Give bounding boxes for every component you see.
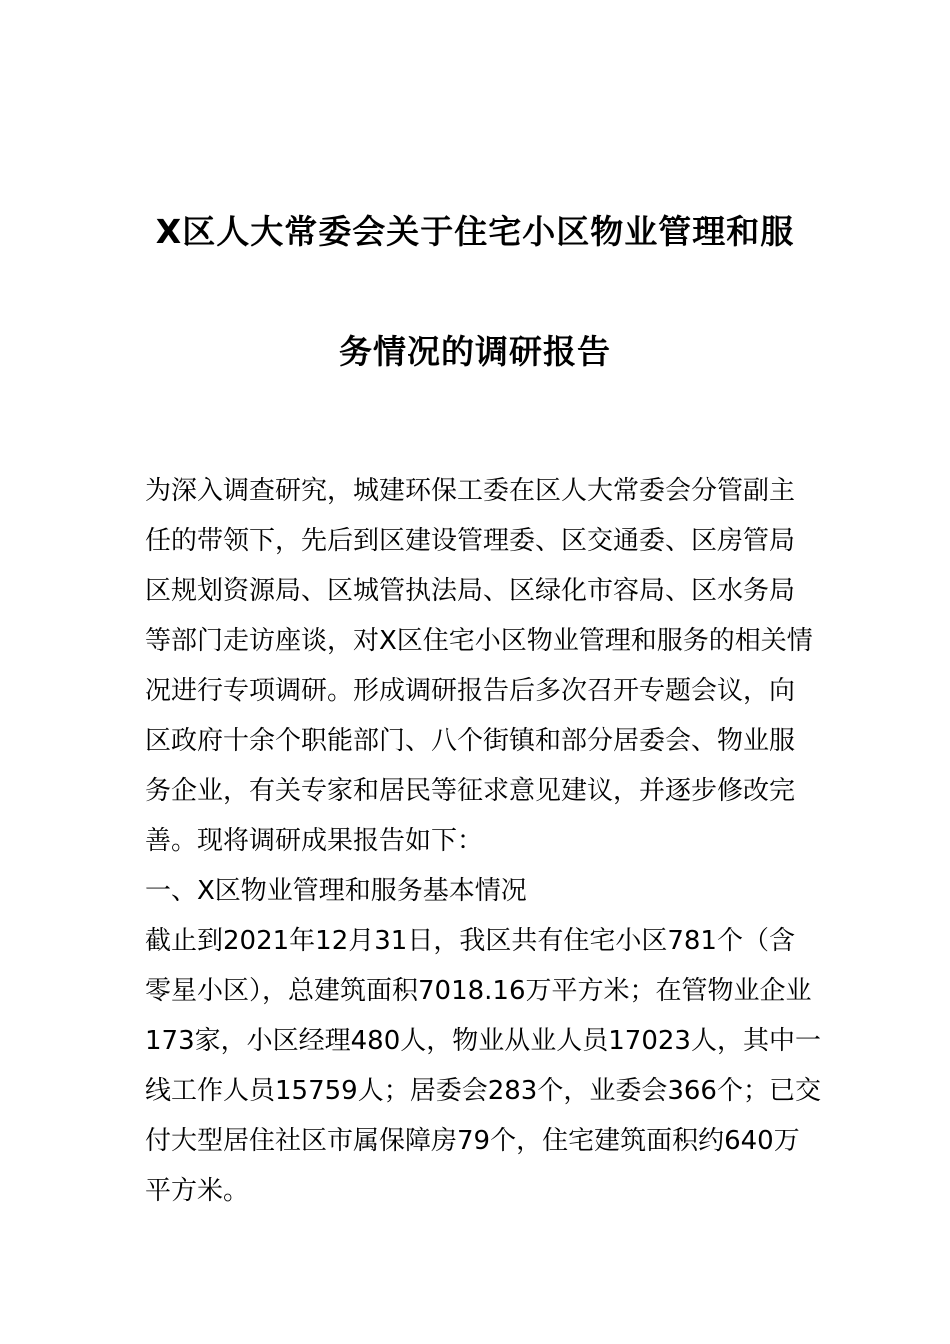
- paragraph-1-line: 任的带领下，先后到区建设管理委、区交通委、区房管局: [145, 526, 796, 556]
- paragraph-1-line: 况进行专项调研。形成调研报告后多次召开专题会议，向: [145, 676, 796, 706]
- paragraph-1-line: 等部门走访座谈，对X区住宅小区物业管理和服务的相关情: [145, 626, 813, 656]
- section-1-heading: 一、X区物业管理和服务基本情况: [145, 876, 527, 906]
- paragraph-2-line: 零星小区），总建筑面积7018.16万平方米；在管物业企业: [145, 976, 812, 1006]
- paragraph-2-line: 线工作人员15759人；居委会283个，业委会366个；已交: [145, 1076, 821, 1106]
- document-body: [145, 466, 821, 1216]
- paragraph-2-line: 截止到2021年12月31日，我区共有住宅小区781个（含: [145, 926, 795, 956]
- document-title-line-2: 务情况的调研报告: [339, 332, 611, 371]
- paragraph-1-line: 区规划资源局、区城管执法局、区绿化市容局、区水务局: [145, 576, 796, 606]
- paragraph-2-line: 平方米。: [145, 1176, 250, 1206]
- document-title-line-1: X区人大常委会关于住宅小区物业管理和服: [155, 212, 795, 251]
- paragraph-1-line: 务企业，有关专家和居民等征求意见建议，并逐步修改完: [145, 776, 796, 806]
- paragraph-2-line: 173家，小区经理480人，物业从业人员17023人，其中一: [145, 1026, 821, 1056]
- paragraph-2-line: 付大型居住社区市属保障房79个，住宅建筑面积约640万: [145, 1126, 800, 1156]
- paragraph-1-line: 区政府十余个职能部门、八个街镇和部分居委会、物业服: [145, 726, 796, 756]
- paragraph-1-line: 善。现将调研成果报告如下：: [145, 826, 484, 856]
- paragraph-1-line: 为深入调查研究，城建环保工委在区人大常委会分管副主: [145, 476, 796, 506]
